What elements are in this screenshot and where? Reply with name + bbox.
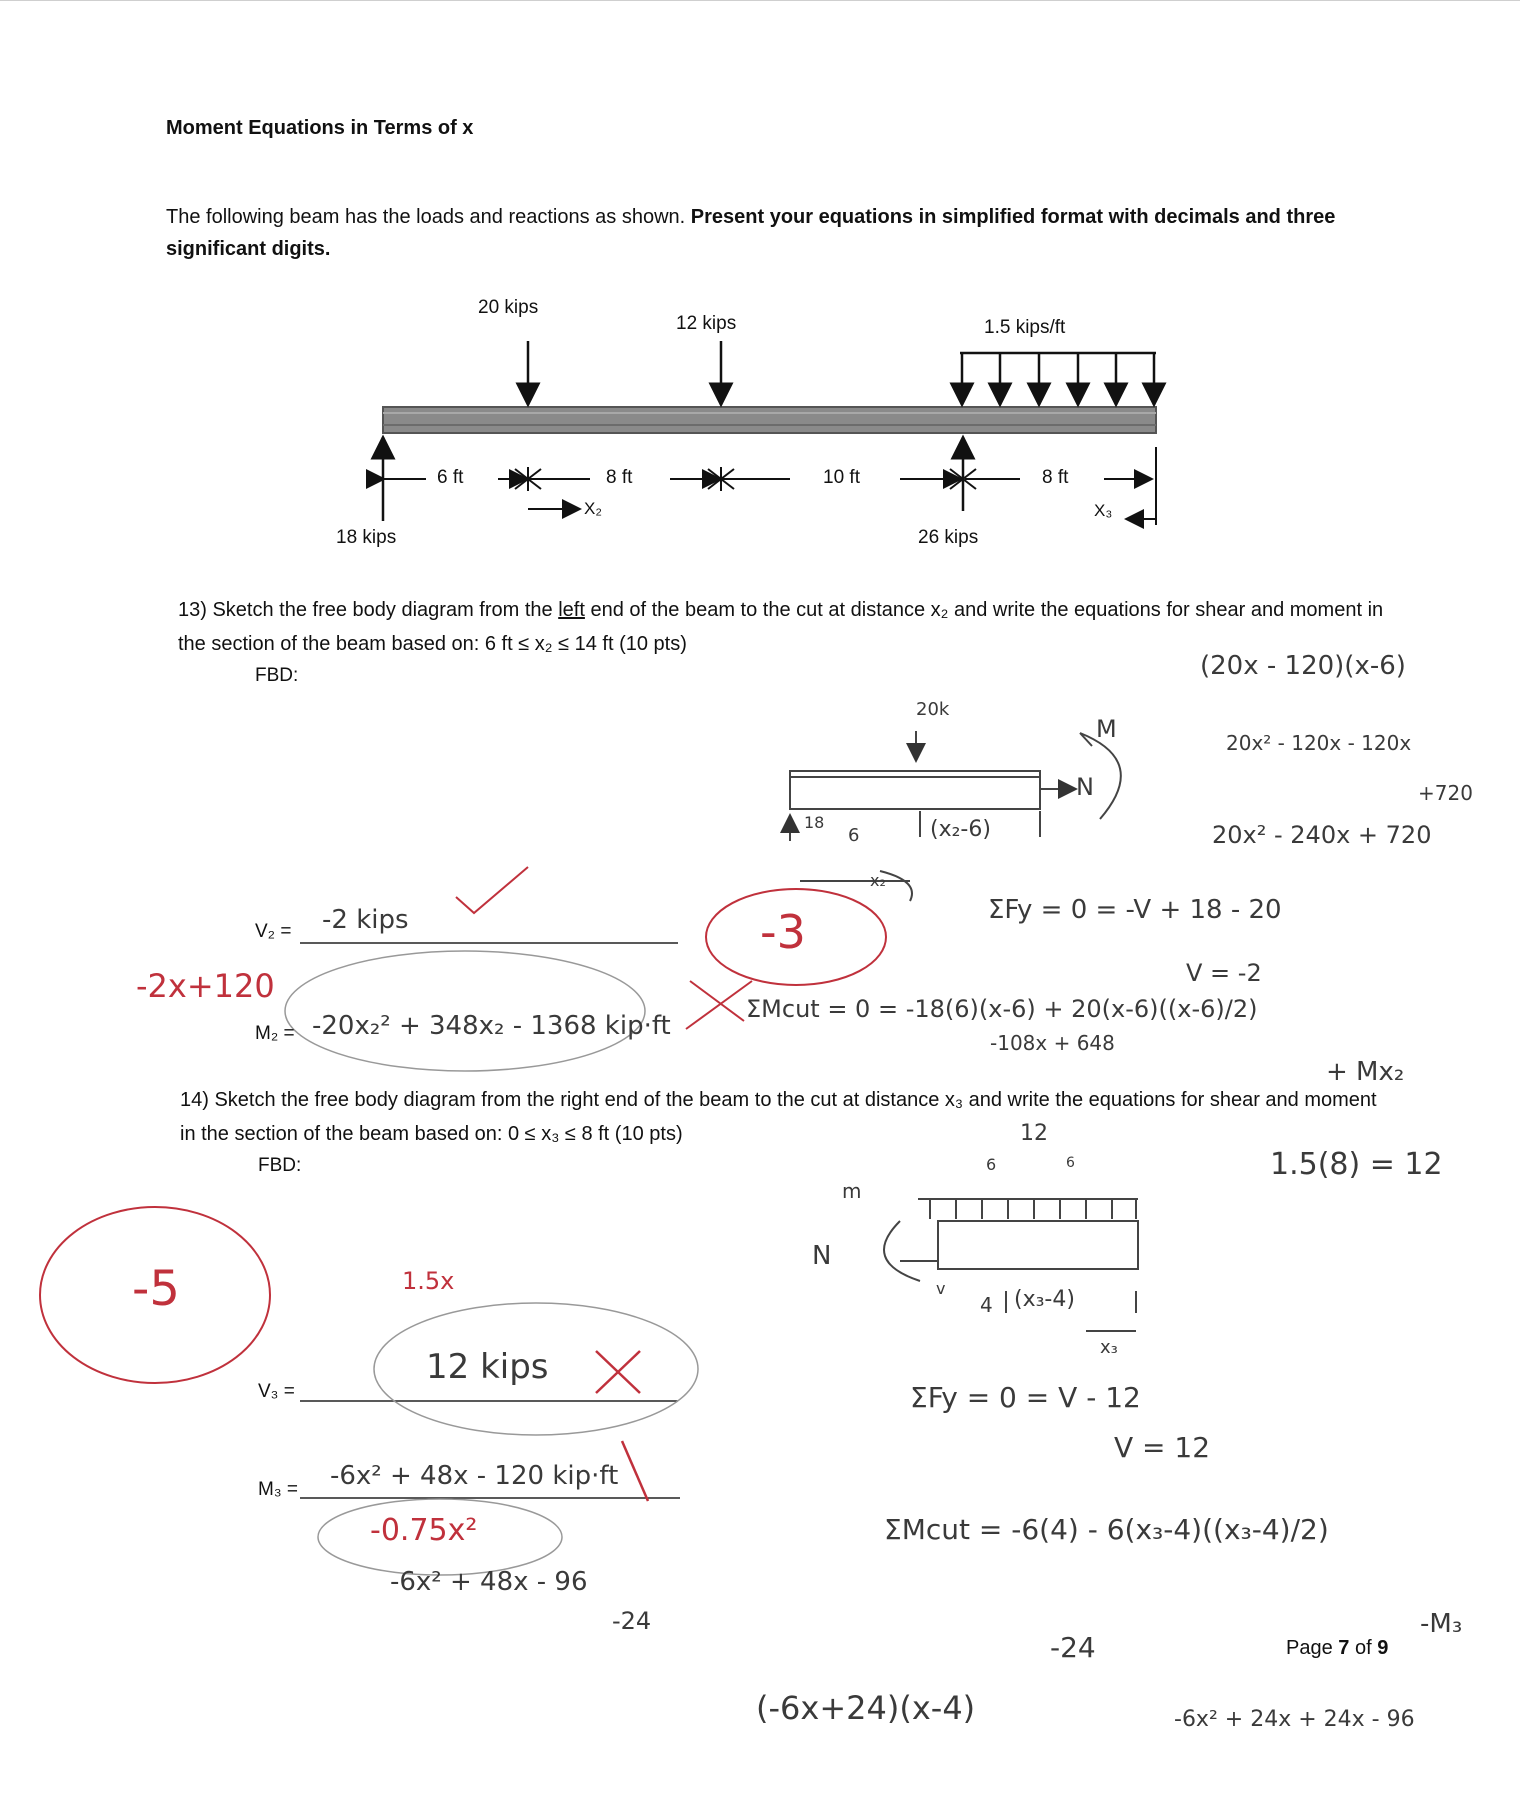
q14-v-label: V₃ = <box>258 1381 295 1402</box>
q14-work-2: -24 <box>612 1607 652 1635</box>
q14-text: Sketch the free body diagram from the right end of the beam to the cut at distance x₃ and write the equations for shear and moment in the section of the beam based on: 0 ≤ x₃ ≤ 8 ft (10 pts) <box>180 1089 1377 1145</box>
page-title: Moment Equations in Terms of x <box>166 117 474 139</box>
q13-fbd-load: 20k <box>916 699 950 720</box>
load-label-20: 20 kips <box>478 297 539 318</box>
q14-fbd-x: x₃ <box>1100 1337 1118 1358</box>
q13-m-label: M₂ = <box>255 1023 295 1044</box>
q13-sum-m2: -108x + 648 <box>990 1031 1115 1055</box>
cut-label-x2: X₂ <box>584 499 602 518</box>
q14-sum-fy: ΣFy = 0 = V - 12 <box>910 1381 1141 1414</box>
reaction-label-right: 26 kips <box>918 527 979 548</box>
q13-fbd-n: N <box>1076 773 1094 801</box>
q13-sum-m3: + Mx₂ <box>1326 1057 1405 1087</box>
q13-correction: -2x+120 <box>136 967 275 1005</box>
dim-label-1: 6 ft <box>437 467 464 488</box>
q14-fbd-v: v <box>936 1279 946 1298</box>
q14-v-result: V = 12 <box>1114 1431 1211 1464</box>
q14-sum-m3: -M₃ <box>1420 1609 1463 1639</box>
q14-number: 14) <box>180 1089 209 1111</box>
intro-bold-text: Present your equations in simplified format with decimals and three significant digits. <box>166 206 1336 260</box>
beam-body <box>383 407 1156 433</box>
q13-v-label: V₂ = <box>255 921 292 942</box>
q14-fbd-label: FBD: <box>258 1155 302 1176</box>
q14-v-answer: 12 kips <box>426 1347 549 1387</box>
page-prefix: Page <box>1286 1637 1339 1659</box>
q13-fbd-sketch <box>790 731 1121 901</box>
q13-text-a: Sketch the free body diagram from the <box>212 599 559 621</box>
q14-work-1: -6x² + 48x - 96 <box>390 1567 588 1597</box>
q14-m-answer: -6x² + 48x - 120 kip·ft <box>330 1461 619 1491</box>
q14-fbd-d1: 4 <box>980 1293 993 1317</box>
page-total: 9 <box>1377 1637 1389 1659</box>
q14-fbd-n: N <box>812 1241 832 1271</box>
q13-v-answer: -2 kips <box>322 905 409 935</box>
dim-label-4: 8 ft <box>1042 467 1069 488</box>
q14-fbd-top1: 6 <box>986 1155 997 1174</box>
q13-fbd-x: x₂ <box>870 871 886 890</box>
q14-correction: -0.75x² <box>370 1513 478 1548</box>
reaction-label-left: 18 kips <box>336 527 397 548</box>
dimension-lines <box>384 447 1156 525</box>
q13-work-4: 20x² - 240x + 720 <box>1212 821 1432 849</box>
checkmark <box>456 867 528 913</box>
q14-v-note: 1.5x <box>402 1267 455 1295</box>
q13-text-b: end of the beam to the cut at distance x₂ and write the equations for shear and moment in the section of the beam based on: 6 ft ≤ x₂ ≤ 14 ft (10 pts) <box>178 599 1384 655</box>
q13-fbd-d1: 6 <box>848 825 860 846</box>
q13-fbd-r: 18 <box>804 813 825 832</box>
page-number <box>1286 1637 1388 1660</box>
cut-label-x3: X₃ <box>1094 501 1113 520</box>
distributed-load <box>960 353 1156 405</box>
q13-sum-fy: ΣFy = 0 = -V + 18 - 20 <box>988 895 1282 925</box>
q14-fbd-m: m <box>842 1179 862 1203</box>
q13-m-answer: -20x₂² + 348x₂ - 1368 kip·ft <box>312 1011 671 1041</box>
q13-work-1: (20x - 120)(x-6) <box>1200 651 1406 681</box>
q14-fbd-top2: 6 <box>1066 1155 1075 1171</box>
q14-fbd-sketch <box>884 1199 1138 1331</box>
q14-prompt <box>180 1083 1380 1151</box>
q13-grade: -3 <box>760 905 806 959</box>
q14-load-calc: 1.5(8) = 12 <box>1270 1147 1443 1182</box>
q14-expand-2: -6x² + 24x + 24x - 96 <box>1174 1707 1415 1732</box>
intro-text: The following beam has the loads and reactions as shown. <box>166 206 686 228</box>
q13-work-3: +720 <box>1418 781 1473 805</box>
q14-grade: -5 <box>132 1261 180 1317</box>
q13-sum-m: ΣMcut = 0 = -18(6)(x-6) + 20(x-6)((x-6)/2) <box>746 995 1258 1023</box>
q14-sum-m: ΣMcut = -6(4) - 6(x₃-4)((x₃-4)/2) <box>884 1513 1329 1546</box>
dim-label-3: 10 ft <box>823 467 860 488</box>
page-of: of <box>1349 1637 1378 1659</box>
q13-left-word: left <box>558 599 585 621</box>
distributed-load-label: 1.5 kips/ft <box>984 317 1066 338</box>
dim-label-2: 8 ft <box>606 467 633 488</box>
q13-number: 13) <box>178 599 207 621</box>
q14-sum-m2: -24 <box>1050 1631 1096 1664</box>
q14-expand-1: (-6x+24)(x-4) <box>756 1689 976 1727</box>
q14-load-note: 12 <box>1020 1121 1048 1146</box>
page-current: 7 <box>1338 1637 1350 1659</box>
load-label-12: 12 kips <box>676 313 737 334</box>
q14-m-label: M₃ = <box>258 1479 298 1500</box>
q13-work-2: 20x² - 120x - 120x <box>1226 731 1412 755</box>
q13-fbd-label: FBD: <box>255 665 299 686</box>
q13-v-result: V = -2 <box>1186 959 1262 987</box>
q13-fbd-d2: (x₂-6) <box>930 817 991 842</box>
q14-fbd-d2: (x₃-4) <box>1014 1287 1075 1312</box>
q13-fbd-m: M <box>1096 715 1117 743</box>
